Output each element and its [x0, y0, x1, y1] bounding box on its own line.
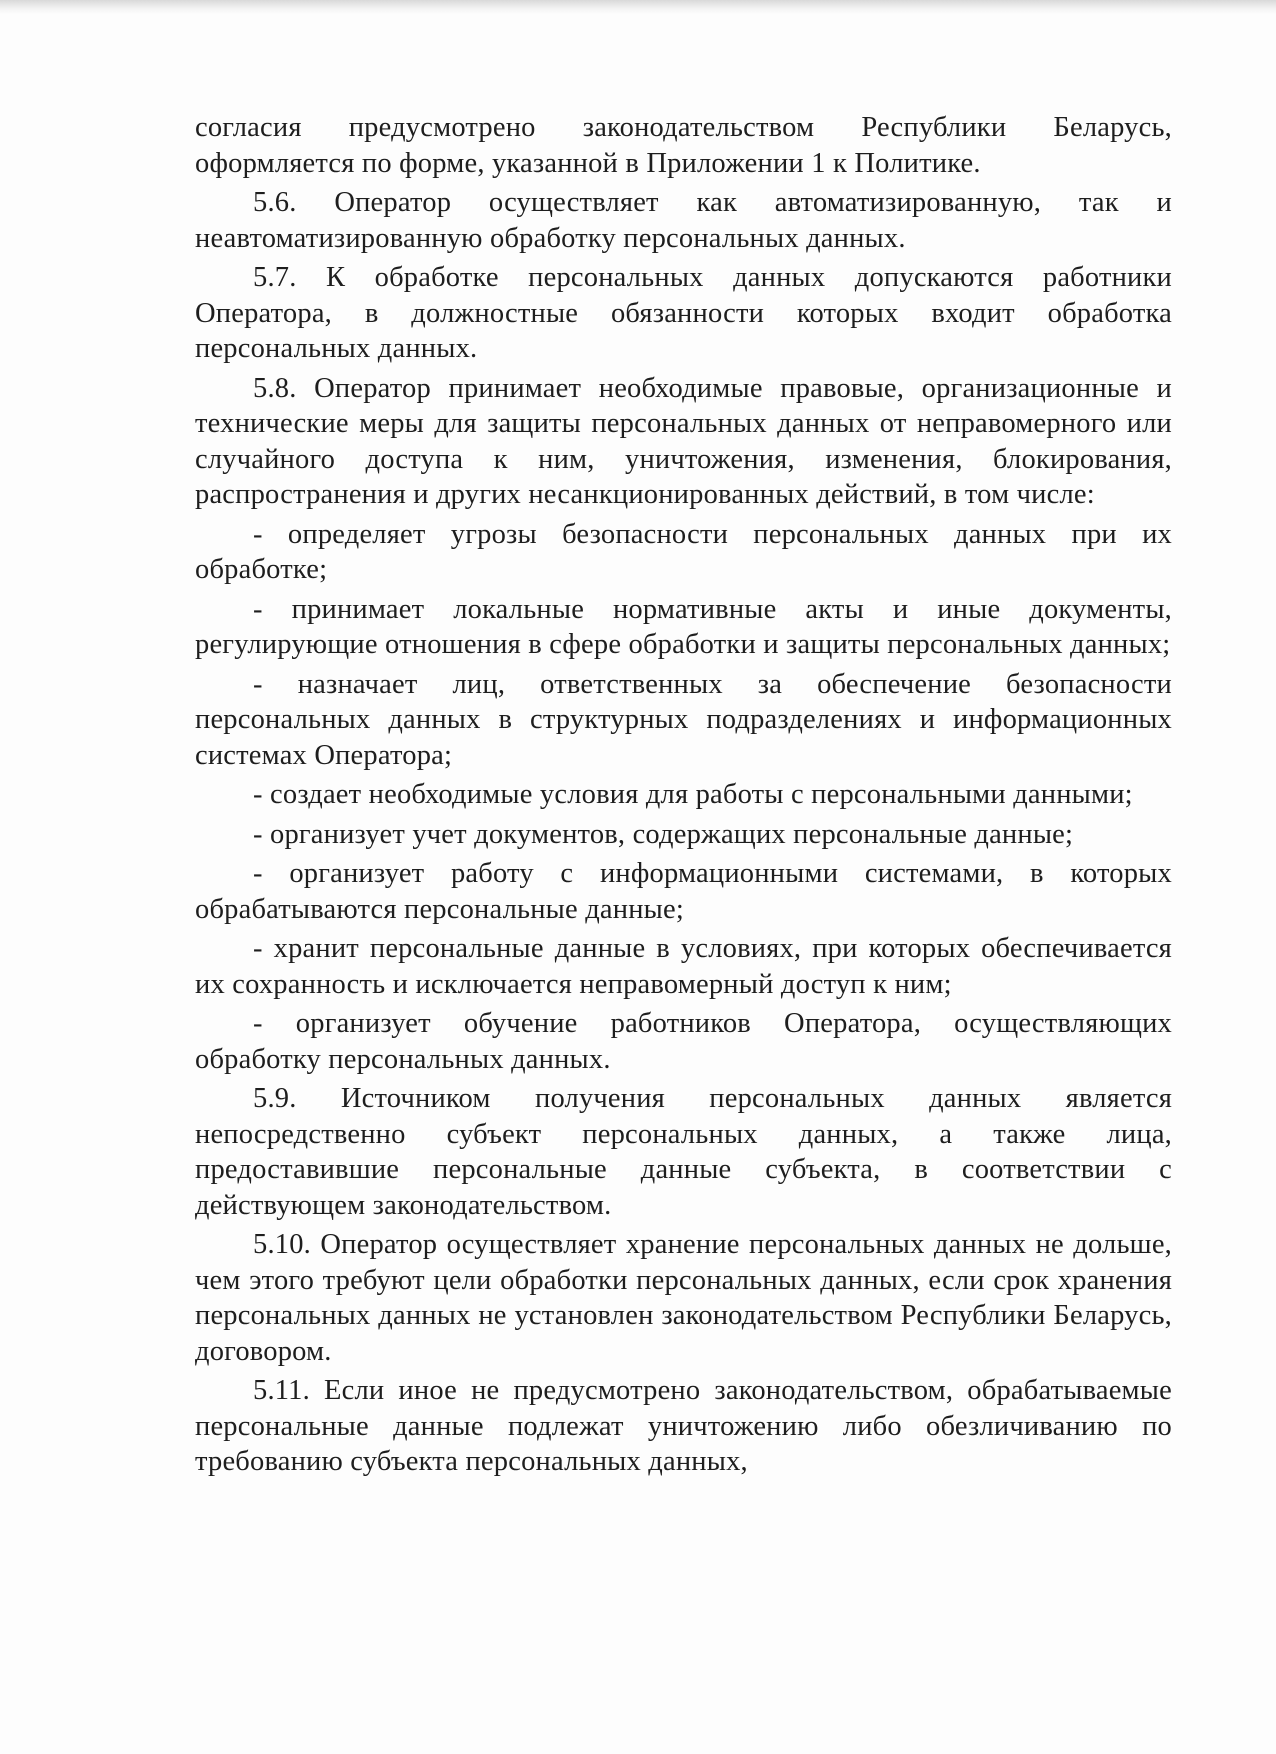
- list-item-responsible-persons: - назначает лиц, ответственных за обеспечение безопасности персональных данных в структурных подразделениях и информационных системах Оператора;: [195, 668, 1172, 771]
- paragraph-5-7: 5.7. К обработке персональных данных допускаются работники Оператора, в должностные обязанности которых входит обработка персональных данных.: [195, 262, 1172, 364]
- paragraph-5-6: 5.6. Оператор осуществляет как автоматизированную, так и неавтоматизированную обработку персональных данных.: [195, 187, 1172, 254]
- paragraph-5-11: 5.11. Если иное не предусмотрено законодательством, обрабатываемые персональные данные подлежат уничтожению либо обезличиванию по требованию субъекта персональных данных,: [195, 1375, 1172, 1477]
- list-item-information-systems: - организует работу с информационными системами, в которых обрабатываются персональные данные;: [195, 858, 1172, 925]
- document-body: [195, 110, 1172, 1480]
- paragraph-5-9: 5.9. Источником получения персональных данных является непосредственно субъект персональных данных, а также лица, предоставившие персональные данные субъекта, в соответствии с действующем законодательством.: [195, 1083, 1172, 1221]
- scan-top-edge: [0, 0, 1276, 14]
- paragraph-consent-continuation: согласия предусмотрено законодательством Республики Беларусь, оформляется по форме, указанной в Приложении 1 к Политике.: [195, 112, 1172, 179]
- list-item-conditions: - создает необходимые условия для работы с персональными данными;: [253, 779, 1133, 810]
- list-item-document-accounting: - организует учет документов, содержащих персональные данные;: [253, 818, 1074, 850]
- paragraph-5-8: 5.8. Оператор принимает необходимые правовые, организационные и технические меры для защиты персональных данных от неправомерного или случайного доступа к ним, уничтожения, изменения, блокирования, распространения и других несанкционированных действий, в том числе:: [195, 372, 1172, 510]
- list-item-training: - организует обучение работников Оператора, осуществляющих обработку персональных данных.: [195, 1008, 1172, 1075]
- paragraph-5-10: 5.10. Оператор осуществляет хранение персональных данных не дольше, чем этого требуют цели обработки персональных данных, если срок хранения персональных данных не установлен законодательством Республики Беларусь, договором.: [195, 1229, 1172, 1367]
- list-item-local-acts: - принимает локальные нормативные акты и иные документы, регулирующие отношения в сфере обработки и защиты персональных данных;: [195, 593, 1172, 660]
- list-item-storage: - хранит персональные данные в условиях, при которых обеспечивается их сохранность и исключается неправомерный доступ к ним;: [195, 933, 1172, 1000]
- list-item-threats: - определяет угрозы безопасности персональных данных при их обработке;: [195, 518, 1172, 585]
